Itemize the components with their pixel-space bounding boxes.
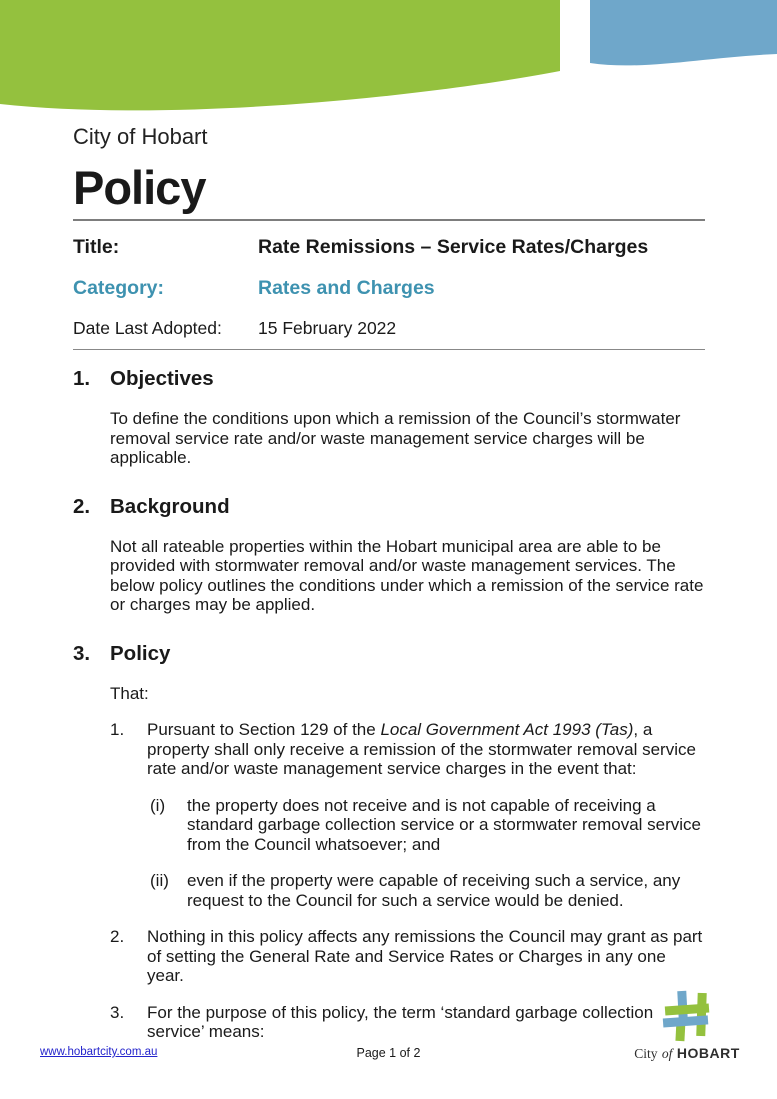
policy-intro: That: xyxy=(110,683,149,703)
section-heading-background xyxy=(73,495,705,519)
section-title: Objectives xyxy=(110,367,214,390)
objectives-paragraph: To define the conditions upon which a remission of the Council’s stormwater removal service rate and/or waste management service charges will be applicable. xyxy=(110,409,681,467)
section-number: 3. xyxy=(73,641,91,665)
section-title: Background xyxy=(110,494,230,518)
list-item-text: Nothing in this policy affects any remissions the Council may grant as part of setting the General Rate and Service Rates or Charges in any one year. xyxy=(147,927,703,985)
date-last-adopted-value: 15 February 2022 xyxy=(258,318,397,338)
list-item-number: 1. xyxy=(110,720,125,739)
section-heading-policy xyxy=(73,642,705,666)
section-number: 2. xyxy=(73,494,91,518)
list-item-text: the property does not receive and is not capable of receiving a standard garbage collection service or a stormwater removal service from the Council whatsoever; and xyxy=(187,795,702,854)
item1-act-name: Local Government Act 1993 (Tas) xyxy=(380,720,634,739)
date-last-adopted-label: Date Last Adopted: xyxy=(73,318,222,338)
section-number: 1. xyxy=(73,367,91,390)
item1-text-post: , a property shall only receive a remission of the stormwater removal service rate and/or waste management service charges in the event that: xyxy=(147,720,696,778)
page-indicator: Page 1 of 2 xyxy=(356,1046,421,1060)
policy-subitem-ii xyxy=(150,871,705,910)
list-item-text: For the purpose of this policy, the term ‘standard garbage collection service’ means: xyxy=(147,1002,654,1041)
header-banner xyxy=(0,0,777,130)
metadata-divider xyxy=(73,349,705,350)
logo-word-hobart: HOBART xyxy=(676,1045,740,1061)
brand-name: City of Hobart xyxy=(73,124,208,149)
meta-row-date xyxy=(73,318,705,339)
blue-swoosh-shape xyxy=(590,0,777,65)
list-item-number: 2. xyxy=(110,927,125,946)
list-item-number: (i) xyxy=(150,795,166,815)
title-value: Rate Remissions – Service Rates/Charges xyxy=(258,236,649,258)
category-label: Category: xyxy=(73,277,165,299)
logo-word-city: City xyxy=(634,1046,658,1061)
policy-section-body xyxy=(110,684,705,1042)
category-value: Rates and Charges xyxy=(258,277,435,299)
document-type-title: Policy xyxy=(73,161,206,214)
metadata-block xyxy=(73,236,705,350)
hobart-cross-icon xyxy=(661,990,713,1042)
document-content xyxy=(73,124,705,1042)
background-paragraph: Not all rateable properties within the Hobart municipal area are able to be provided with stormwater removal and/or waste management services. The below policy outlines the conditions under which a remission of the service rate or charges may be applied. xyxy=(110,536,704,614)
website-link[interactable]: www.hobartcity.com.au xyxy=(40,1046,158,1058)
list-item-text: even if the property were capable of receiving such a service, any request to the Council for such a service would be denied. xyxy=(187,871,681,910)
meta-row-category xyxy=(73,277,705,300)
green-swoosh-shape xyxy=(0,0,560,110)
section-heading-objectives xyxy=(73,367,705,391)
policy-item-2 xyxy=(110,927,705,986)
policy-item-1 xyxy=(110,720,705,779)
list-item-number: (ii) xyxy=(150,871,169,890)
city-of-hobart-logo xyxy=(632,990,742,1063)
policy-item-3 xyxy=(110,1003,705,1042)
list-item-number: 3. xyxy=(110,1002,125,1022)
logo-word-of: of xyxy=(661,1046,673,1061)
list-item-text xyxy=(147,720,705,779)
policy-subitem-i xyxy=(150,796,705,855)
title-divider xyxy=(73,219,705,221)
title-label: Title: xyxy=(73,236,120,258)
logo-wordmark xyxy=(634,1045,740,1063)
item1-text-pre: Pursuant to Section 129 of the xyxy=(147,720,381,739)
meta-row-title xyxy=(73,236,705,259)
section-title: Policy xyxy=(110,641,171,665)
